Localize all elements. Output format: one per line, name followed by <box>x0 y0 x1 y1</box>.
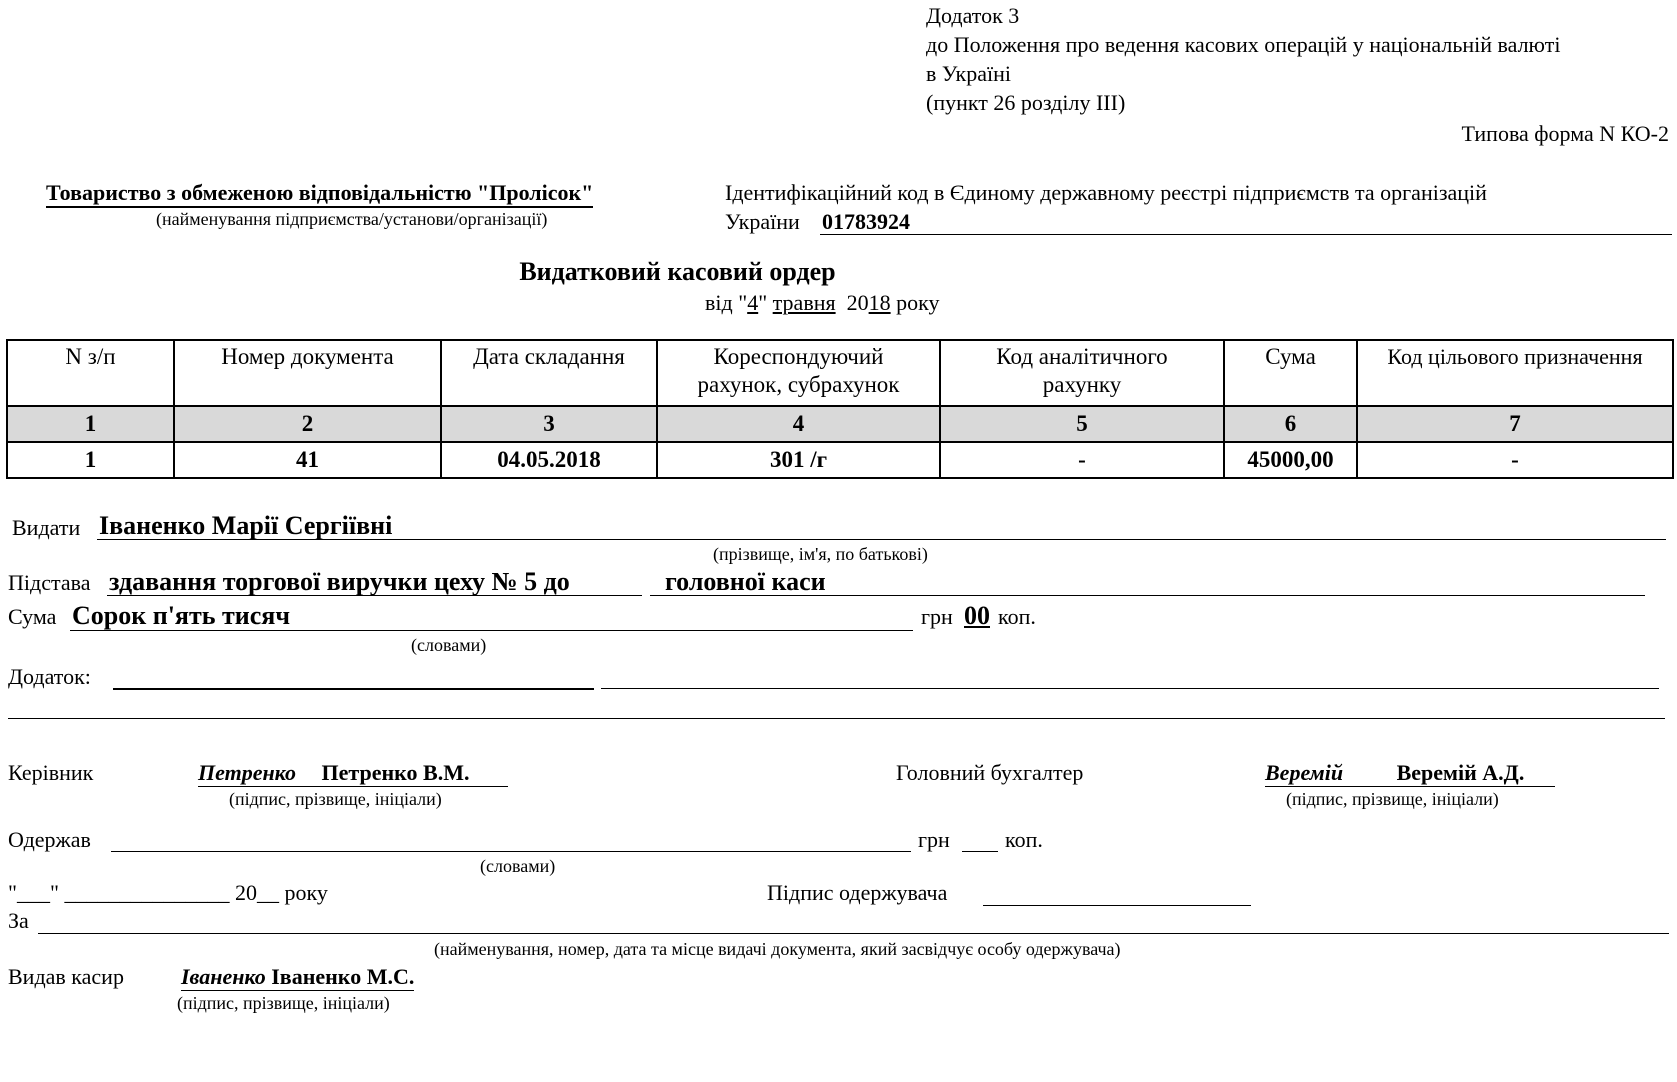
table-number-cell: 7 <box>1357 406 1673 442</box>
recipient-name: Іваненко Марії Сергіївні <box>99 511 393 540</box>
date-prefix: від " <box>705 290 748 315</box>
header-note-line4: (пункт 26 розділу ІІІ) <box>926 90 1126 115</box>
attachment-underline-2 <box>601 688 1659 689</box>
cashier-caption: (підпис, прізвище, ініціали) <box>177 993 390 1013</box>
cashier-signature: Іваненко <box>181 964 266 989</box>
header-note-line2: до Положення про ведення касових операцій у національній валюті <box>926 32 1561 57</box>
organization-name-caption: (найменування підприємства/установи/організації) <box>156 209 548 229</box>
basis-label: Підстава <box>8 570 91 595</box>
attachment-underline-3 <box>8 718 1665 719</box>
table-header-cell: Код аналітичного рахунку <box>940 340 1224 406</box>
date-year-word: року <box>890 290 940 315</box>
for-label: За <box>8 908 29 933</box>
table-number-row <box>7 406 1673 442</box>
date-year-suffix: 18 <box>868 290 891 315</box>
table-cell-analytic-code: - <box>940 442 1224 478</box>
sum-words-caption: (словами) <box>411 635 487 655</box>
sum-currency: грн <box>921 604 953 629</box>
date-year-prefix: 20 <box>846 290 869 315</box>
table-number-cell: 2 <box>174 406 441 442</box>
head-signature-line <box>198 760 508 787</box>
attachment-underline-1 <box>113 688 594 690</box>
date-month: травня <box>772 290 836 315</box>
recipient-sig-label: Підпис одержувача <box>767 880 948 905</box>
cashier-label: Видав касир <box>8 964 124 989</box>
table-cell-document-number: 41 <box>174 442 441 478</box>
id-code-label-line2: України <box>725 209 800 234</box>
basis-underline-1 <box>107 595 642 596</box>
table-number-cell: 4 <box>657 406 940 442</box>
issue-label: Видати <box>12 515 81 540</box>
cashier-signature-line <box>181 964 414 991</box>
date-mid: " <box>758 290 773 315</box>
organization-name: Товариство з обмеженою відповідальністю "Пролісок" <box>46 180 593 208</box>
id-code-underline <box>820 234 1672 235</box>
table-cell-number: 1 <box>7 442 174 478</box>
receipt-date-blank: "___" _______________ 20__ року <box>8 880 328 905</box>
basis-text-part1: здавання торгової виручки цеху № 5 до <box>109 567 570 596</box>
accountant-signature-line <box>1265 760 1555 787</box>
sum-kop: коп. <box>998 604 1036 629</box>
id-code-label-line1: Ідентифікаційний код в Єдиному державному реєстрі підприємств та організацій <box>725 180 1487 205</box>
table-cell-account: 301 /г <box>657 442 940 478</box>
recipient-caption: (прізвище, ім'я, по батькові) <box>713 544 928 564</box>
for-underline <box>38 933 1669 934</box>
attachment-label: Додаток: <box>8 664 91 689</box>
accountant-label: Головний бухгалтер <box>896 760 1084 785</box>
received-kop: коп. <box>1005 827 1043 852</box>
basis-text-part2: головної каси <box>665 567 826 596</box>
table-header-cell: Номер документа <box>174 340 441 406</box>
table-cell-date: 04.05.2018 <box>441 442 657 478</box>
table-header-row <box>7 340 1673 406</box>
cashier-name: Іваненко М.С. <box>271 964 415 989</box>
accountant-signature: Веремій <box>1265 760 1344 785</box>
document-title: Видатковий касовий ордер <box>519 257 836 286</box>
head-signature: Петренко <box>198 760 296 785</box>
table-header-cell: N з/п <box>7 340 174 406</box>
table-row <box>7 442 1673 478</box>
table-number-cell: 1 <box>7 406 174 442</box>
date-day: 4 <box>747 290 759 315</box>
table-header-cell: Код цільового призначення <box>1357 340 1673 406</box>
table-number-cell: 3 <box>441 406 657 442</box>
header-note-line1: Додаток 3 <box>926 3 1020 28</box>
sum-words: Сорок п'ять тисяч <box>72 601 291 630</box>
for-caption: (найменування, номер, дата та місце видачі документа, який засвідчує особу одержувача) <box>434 939 1121 959</box>
table-cell-purpose-code: - <box>1357 442 1673 478</box>
accountant-name: Веремій А.Д. <box>1396 760 1525 785</box>
table-header-cell: Сума <box>1224 340 1357 406</box>
received-currency: грн <box>918 827 950 852</box>
id-code-value: 01783924 <box>822 209 910 234</box>
document-date <box>705 290 940 316</box>
header-note-line3: в Україні <box>926 61 1011 86</box>
table-header-cell: Дата складання <box>441 340 657 406</box>
sum-kop-value: 00 <box>964 601 990 630</box>
accountant-sig-caption: (підпис, прізвище, ініціали) <box>1286 789 1499 809</box>
table-number-cell: 6 <box>1224 406 1357 442</box>
received-underline <box>111 851 911 852</box>
sum-underline <box>70 630 913 631</box>
sum-label: Сума <box>8 604 57 629</box>
received-label: Одержав <box>8 827 91 852</box>
table-header-cell: Кореспондуючий рахунок, субрахунок <box>657 340 940 406</box>
head-label: Керівник <box>8 760 94 785</box>
order-table <box>6 339 1674 479</box>
basis-underline-2 <box>650 595 1645 596</box>
recipient-sig-underline <box>983 905 1251 906</box>
head-name: Петренко В.М. <box>321 760 470 785</box>
recipient-underline <box>97 539 1666 540</box>
form-type: Типова форма N КО-2 <box>1461 121 1669 146</box>
table-number-cell: 5 <box>940 406 1224 442</box>
head-sig-caption: (підпис, прізвище, ініціали) <box>229 789 442 809</box>
received-kop-underline <box>962 851 998 852</box>
received-words-caption: (словами) <box>480 856 556 876</box>
table-cell-sum: 45000,00 <box>1224 442 1357 478</box>
